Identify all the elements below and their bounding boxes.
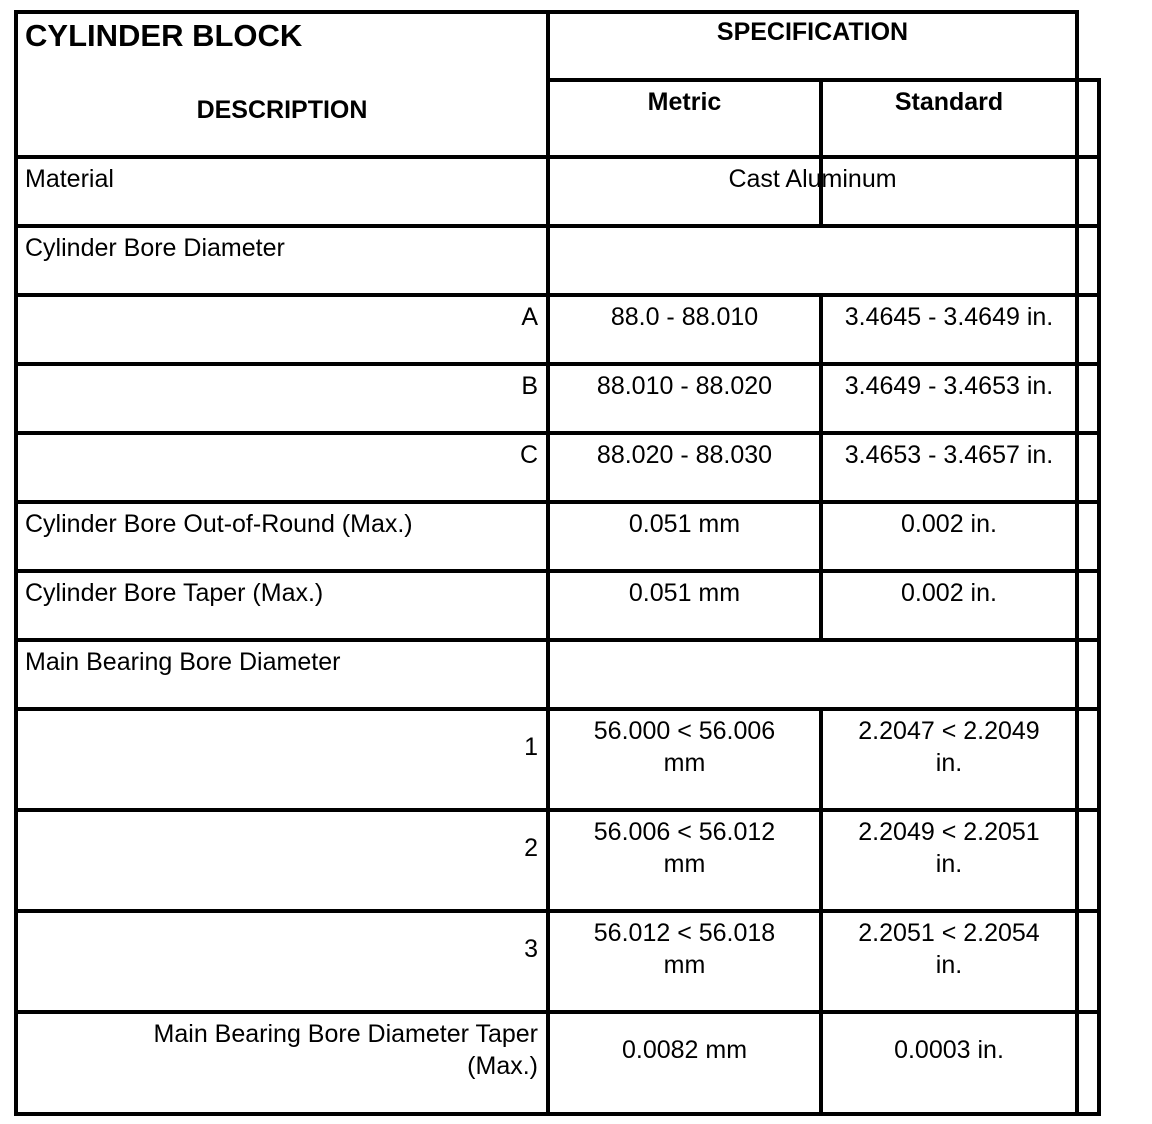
- table-border-top: [14, 10, 1079, 14]
- main-bearing-3-standard-line1: 2.2051 < 2.2054: [858, 919, 1040, 947]
- grade-label-c: C: [519, 441, 538, 469]
- bore-b-standard: 3.4649 - 3.4653 in.: [844, 372, 1054, 400]
- specification-header: SPECIFICATION: [716, 18, 909, 46]
- row-divider: [14, 808, 1101, 812]
- taper-metric: 0.051 mm: [628, 579, 741, 607]
- row-label-main-bearing-taper-line2: (Max.): [467, 1052, 538, 1080]
- row-label-bore-diameter: Cylinder Bore Diameter: [25, 234, 285, 262]
- main-bearing-2-standard-line1: 2.2049 < 2.2051: [858, 818, 1040, 846]
- row-divider: [14, 362, 1101, 366]
- grade-label-b: B: [521, 372, 538, 400]
- out-of-round-metric: 0.051 mm: [628, 510, 741, 538]
- table-border-right: [1075, 10, 1079, 1116]
- row-divider: [14, 909, 1101, 913]
- table-title: CYLINDER BLOCK: [25, 18, 303, 53]
- bore-a-standard: 3.4645 - 3.4649 in.: [844, 303, 1054, 331]
- grade-label-1: 1: [524, 733, 538, 761]
- table-border-bottom: [14, 1112, 1101, 1116]
- bore-a-metric: 88.0 - 88.010: [610, 303, 759, 331]
- main-bearing-3-metric-line2: mm: [663, 951, 706, 979]
- material-value: Cast Aluminum: [728, 165, 897, 193]
- row-label-main-bearing: Main Bearing Bore Diameter: [25, 648, 341, 676]
- main-bearing-taper-standard: 0.0003 in.: [894, 1036, 1004, 1064]
- row-label-out-of-round: Cylinder Bore Out-of-Round (Max.): [25, 510, 413, 538]
- row-divider: [14, 638, 1101, 642]
- grade-label-3: 3: [524, 935, 538, 963]
- main-bearing-3-standard-line2: in.: [935, 951, 963, 979]
- row-divider: [14, 155, 1101, 159]
- bore-b-metric: 88.010 - 88.020: [596, 372, 773, 400]
- row-divider: [14, 1010, 1101, 1014]
- row-label-taper: Cylinder Bore Taper (Max.): [25, 579, 324, 607]
- table-border-right-outer: [1097, 80, 1101, 1116]
- row-divider: [14, 431, 1101, 435]
- standard-header: Standard: [894, 88, 1004, 116]
- bore-c-standard: 3.4653 - 3.4657 in.: [844, 441, 1054, 469]
- grade-label-2: 2: [524, 834, 538, 862]
- row-label-material: Material: [25, 165, 114, 193]
- metric-header: Metric: [647, 88, 722, 116]
- main-bearing-2-metric-line2: mm: [663, 850, 706, 878]
- row-divider: [14, 500, 1101, 504]
- row-divider: [14, 224, 1101, 228]
- row-divider: [546, 78, 1101, 82]
- main-bearing-1-metric-line1: 56.000 < 56.006: [593, 717, 776, 745]
- description-header: DESCRIPTION: [196, 96, 368, 124]
- main-bearing-1-metric-line2: mm: [663, 749, 706, 777]
- out-of-round-standard: 0.002 in.: [901, 510, 997, 538]
- main-bearing-1-standard-line2: in.: [935, 749, 963, 777]
- main-bearing-2-metric-line1: 56.006 < 56.012: [593, 818, 776, 846]
- grade-label-a: A: [521, 303, 538, 331]
- row-divider: [14, 707, 1101, 711]
- taper-standard: 0.002 in.: [901, 579, 997, 607]
- main-bearing-3-metric-line1: 56.012 < 56.018: [593, 919, 776, 947]
- main-bearing-taper-metric: 0.0082 mm: [621, 1036, 748, 1064]
- row-label-main-bearing-taper-line1: Main Bearing Bore Diameter Taper: [153, 1020, 538, 1048]
- main-bearing-2-standard-line2: in.: [935, 850, 963, 878]
- row-divider: [14, 569, 1101, 573]
- row-divider: [14, 293, 1101, 297]
- main-bearing-1-standard-line1: 2.2047 < 2.2049: [858, 717, 1040, 745]
- bore-c-metric: 88.020 - 88.030: [596, 441, 773, 469]
